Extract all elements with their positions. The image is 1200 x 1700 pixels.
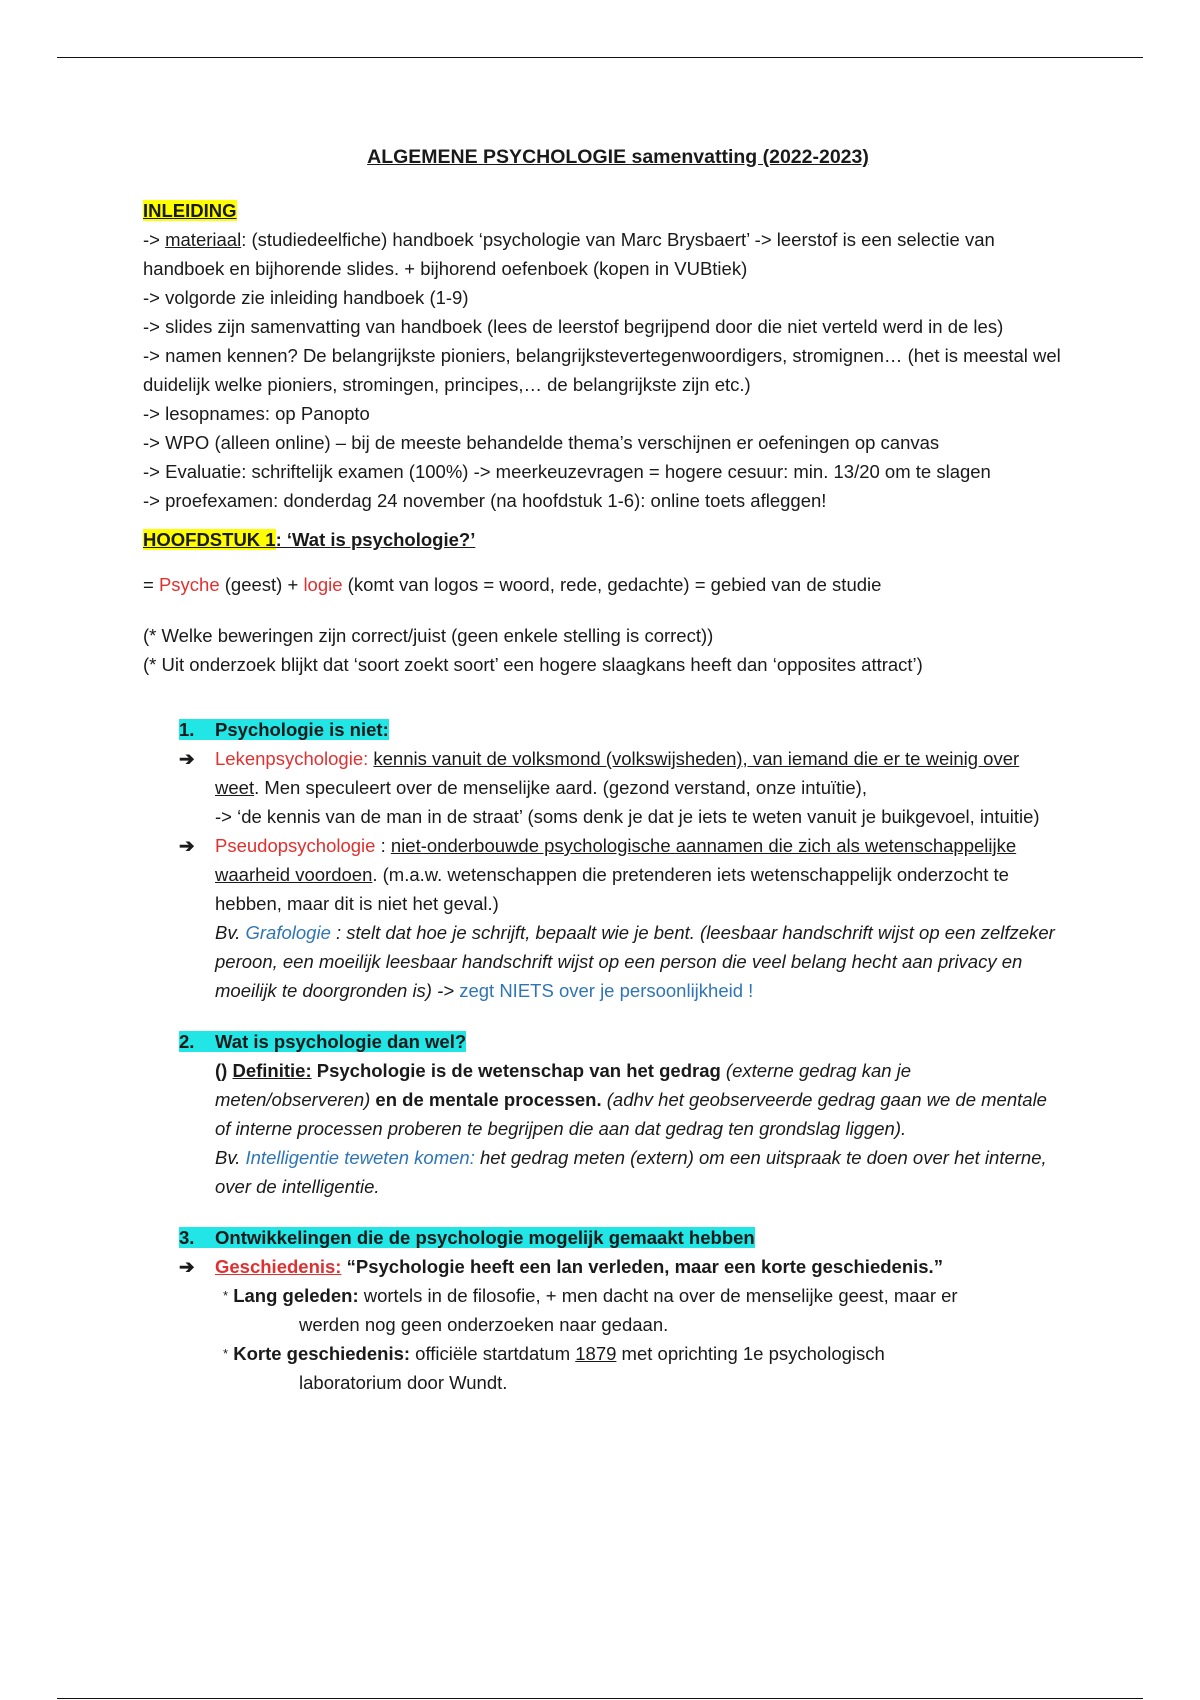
hoofdstuk1-label: HOOFDSTUK 1	[143, 529, 276, 550]
inleiding-line	[143, 283, 1063, 312]
lekenpsychologie-item	[179, 744, 1063, 831]
line-text: proefexamen: donderdag 24 november (na hoofdstuk 1-6): online toets afleggen!	[165, 490, 827, 511]
kort-text: met oprichting 1e psychologisch	[616, 1343, 885, 1364]
lang-text: wortels in de filosofie, + men dacht na over de menselijke geest, maar er	[358, 1285, 958, 1306]
def-text: Psychologie is de wetenschap van het gedrag	[311, 1060, 721, 1081]
def-note: (adhv het geobserveerde gedrag gaan we de mentale of interne processen proberen te begrijpen die aan dat gedrag ten grondslag liggen).	[215, 1089, 1047, 1139]
term-text: . Men speculeert over de menselijke aard. (gezond verstand, onze intuïtie),	[254, 777, 867, 798]
line-prefix: ->	[143, 316, 166, 337]
term-text: -> ‘de kennis van de man in de straat’ (soms denk je dat je iets te weten vanuit je buikgevoel, intuitie)	[215, 806, 1040, 827]
line-prefix: ->	[143, 403, 166, 424]
note-line: (* Welke beweringen zijn correct/juist (geen enkele stelling is correct))	[143, 625, 714, 646]
inleiding-line	[143, 428, 1063, 457]
term-colon: :	[375, 835, 391, 856]
arrow-icon: ➔	[179, 1256, 195, 1277]
definitie-label: Definitie:	[232, 1060, 312, 1081]
example-conclusion: zegt NIETS over je persoonlijkheid !	[459, 980, 754, 1001]
korte-geschiedenis-cont: laboratorium door Wundt.	[299, 1372, 508, 1393]
section-number: 2.	[179, 1031, 195, 1052]
line-text: lesopnames: op Panopto	[165, 403, 370, 424]
etym-eq: =	[143, 574, 159, 595]
arrow-icon: ➔	[179, 835, 195, 856]
definition-block	[215, 1056, 1063, 1201]
kort-label: Korte geschiedenis:	[228, 1343, 411, 1364]
inleiding-line	[143, 225, 1063, 283]
inleiding-line	[143, 312, 1063, 341]
top-rule	[57, 57, 1143, 58]
year-1879: 1879	[575, 1343, 617, 1364]
logie-term: logie	[303, 574, 343, 595]
section-title: Psychologie is niet:	[215, 719, 389, 740]
term-definition: niet-onderbouwde psychologische aannamen die zich als wetenschappelijke waarheid voordoen	[215, 835, 1017, 885]
term-text: . (m.a.w. wetenschappen die pretenderen iets wetenschappelijk onderzocht te hebben, maar dit is niet het geval.)	[215, 864, 1009, 914]
inleiding-heading: INLEIDING	[143, 200, 237, 221]
section-2	[143, 1027, 1063, 1201]
line-text: volgorde zie inleiding handboek (1-9)	[165, 287, 469, 308]
bullet-star: *	[223, 1346, 229, 1361]
inleiding-line	[143, 457, 1063, 486]
inleiding-line	[143, 486, 1063, 515]
section-2-heading	[179, 1027, 1063, 1056]
etymology-line	[143, 570, 1063, 599]
etym-rest: (komt van logos = woord, rede, gedachte) = gebied van de studie	[342, 574, 882, 595]
section-number: 1.	[179, 719, 195, 740]
hoofdstuk1-heading	[143, 525, 1063, 554]
section-1-heading	[179, 715, 1063, 744]
pseudopsychologie-item	[179, 831, 1063, 1005]
psyche-term: Psyche	[158, 574, 220, 595]
geschiedenis-label: Geschiedenis:	[215, 1256, 342, 1277]
note-line: (* Uit onderzoek blijkt dat ‘soort zoekt soort’ een hogere slaagkans heeft dan ‘opposites attract’)	[143, 654, 923, 675]
geschiedenis-quote: “Psychologie heeft een lan verleden, maar een korte geschiedenis.”	[341, 1256, 943, 1277]
line-prefix: ->	[143, 287, 166, 308]
line-text: WPO (alleen online) – bij de meeste behandelde thema’s verschijnen er oefeningen op canvas	[165, 432, 940, 453]
line-prefix: ->	[143, 490, 166, 511]
kort-text: officiële startdatum	[410, 1343, 576, 1364]
inleiding-line	[143, 341, 1063, 399]
section-3	[143, 1223, 1063, 1397]
term-definition: kennis vanuit de volksmond (volkswijsheden), van iemand die er te weinig over weet	[215, 748, 1020, 798]
line-prefix: ->	[143, 229, 166, 250]
def-text: en de mentale processen.	[370, 1089, 602, 1110]
line-text: : (studiedeelfiche) handboek ‘psychologie van Marc Brysbaert’ -> leerstof is een selectie van handboek en bijhorende slides. + bijhorend oefenboek (kopen in VUBtiek)	[143, 229, 995, 279]
arrow-icon: ➔	[179, 748, 195, 769]
term-label: Lekenpsychologie:	[215, 748, 369, 769]
line-prefix: ->	[143, 345, 166, 366]
hoofdstuk1-title: : ‘Wat is psychologie?’	[275, 529, 476, 550]
section-number: 3.	[179, 1227, 195, 1248]
lang-geleden-cont: werden nog geen onderzoeken naar gedaan.	[299, 1314, 669, 1335]
section-inleiding	[143, 196, 1063, 515]
line-prefix: ->	[143, 461, 166, 482]
example-text: het gedrag meten (extern) om een uitspraak te doen over het interne, over de intelligentie.	[215, 1147, 1047, 1197]
line-prefix: ->	[143, 432, 166, 453]
line-text: Evaluatie: schriftelijk examen (100%) -> meerkeuzevragen = hogere cesuur: min. 13/20 om te slagen	[165, 461, 991, 482]
example-prefix: Bv.	[215, 1147, 246, 1168]
materiaal-label: materiaal	[165, 229, 242, 250]
korte-geschiedenis-item	[223, 1339, 1063, 1368]
example-prefix: Bv.	[215, 922, 246, 943]
document-page	[143, 143, 1063, 1397]
line-text: namen kennen? De belangrijkste pioniers, belangrijkstevertegenwoordigers, stromignen… (het is meestal wel duidelijk welke pioniers, stromingen, principes,… de belangrijkste zijn etc.)	[143, 345, 1061, 395]
bottom-rule	[57, 1698, 1143, 1699]
lang-geleden-item	[223, 1281, 1063, 1310]
intelligentie-term: Intelligentie teweten komen:	[245, 1147, 475, 1168]
inleiding-line	[143, 399, 1063, 428]
geschiedenis-item	[179, 1252, 1063, 1281]
example-text: : stelt dat hoe je schrijft, bepaalt wie je bent. (leesbaar handschrift wijst op een zelfzeker peroon, een moeilijk leesbaar handschrift wijst op een person die veel belang hecht aan privacy en moeilijk te doorgronden is) ->	[215, 922, 1055, 1001]
grafologie-term: Grafologie	[245, 922, 331, 943]
section-1	[143, 715, 1063, 1005]
term-label: Pseudopsychologie	[215, 835, 376, 856]
document-title: ALGEMENE PSYCHOLOGIE samenvatting (2022-2023)	[367, 146, 869, 168]
section-title: Wat is psychologie dan wel?	[215, 1031, 467, 1052]
def-note: (externe gedrag kan je meten/observeren)	[215, 1060, 912, 1110]
def-prefix: ()	[215, 1060, 233, 1081]
etym-geest: (geest) +	[219, 574, 304, 595]
section-3-heading	[179, 1223, 1063, 1252]
bullet-star: *	[223, 1288, 229, 1303]
lang-label: Lang geleden:	[228, 1285, 359, 1306]
section-title: Ontwikkelingen die de psychologie mogelijk gemaakt hebben	[215, 1227, 755, 1248]
line-text: slides zijn samenvatting van handboek (lees de leerstof begrijpend door die niet verteld werd in de les)	[165, 316, 1004, 337]
